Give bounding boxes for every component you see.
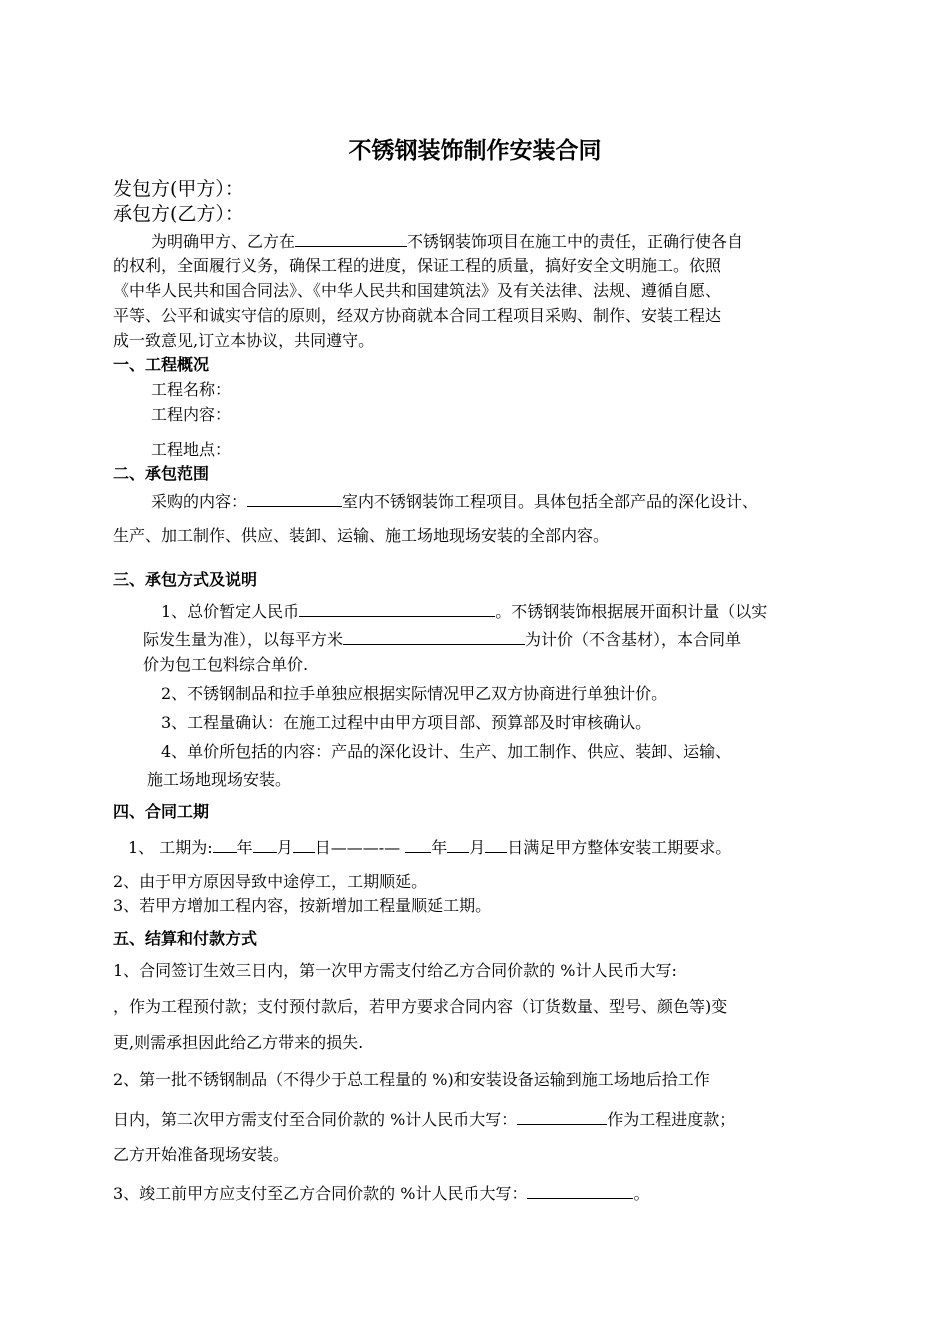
method-item-4-line-2: 施工场地现场安装。 [147, 770, 292, 789]
scope-line-1: 采购的内容： 室内不锈钢装饰工程项目。具体包括全部产品的深化设计、 [151, 489, 758, 512]
start-day-blank [293, 835, 315, 853]
intro-line-4: 平等、公平和诚实守信的原则，经双方协商就本合同工程项目采购、制作、安装工程达 [113, 306, 722, 325]
intro-line-5: 成一致意见,订立本协议，共同遵守。 [113, 331, 375, 350]
period-item-3: 3、若甲方增加工程内容，按新增加工程量顺延工期。 [113, 896, 492, 915]
project-location-label: 工程地点： [151, 440, 232, 459]
payment-1-line-1: 1、合同签订生效三日内，第一次甲方需支付给乙方合同价款的 %计人民币大写: [113, 961, 677, 980]
payment-2-line-3: 乙方开始准备现场安装。 [113, 1145, 290, 1164]
intro-line-2: 的权利，全面履行义务，确保工程的进度，保证工程的质量，搞好安全文明施工。依照 [113, 256, 722, 275]
period-item-2: 2、由于甲方原因导致中途停工，工期顺延。 [113, 872, 428, 891]
method-item-1-line-1: 1、总价暂定人民币 。不锈钢装饰根据展开面积计量（以实 [161, 599, 767, 622]
payment-1-line-3: 更,则需承担因此给乙方带来的损失. [113, 1033, 364, 1052]
payment-1-line-2: ，作为工程预付款；支付预付款后，若甲方要求合同内容（订货数量、型号、颜色等)变 [113, 997, 728, 1016]
intro-line-1: 为明确甲方、乙方在 不锈钢装饰项目在施工中的责任，正确行使各自 [151, 229, 743, 252]
final-payment-blank [527, 1181, 633, 1199]
progress-payment-blank [517, 1107, 607, 1125]
total-price-blank [299, 599, 495, 617]
payment-3-line-1: 3、竣工前甲方应支付至乙方合同价款的 %计人民币大写： 。 [113, 1181, 650, 1204]
project-name-label: 工程名称： [151, 380, 232, 399]
method-item-3: 3、工程量确认：在施工过程中由甲方项目部、预算部及时审核确认。 [161, 713, 652, 732]
scope-line-2: 生产、加工制作、供应、装卸、运输、施工场地现场安装的全部内容。 [113, 526, 610, 545]
project-content-label: 工程内容： [151, 405, 232, 424]
end-month-blank [447, 835, 469, 853]
scope-blank [247, 489, 342, 507]
payment-2-line-2: 日内，第二次甲方需支付至合同价款的 %计人民币大写： 作为工程进度款； [113, 1107, 735, 1130]
period-item-1: 1、 工期为: 年 月 日———-— 年 月 日满足甲方整体安装工期要求。 [128, 835, 731, 858]
project-blank [295, 229, 407, 247]
section-2-heading: 二、承包范围 [113, 464, 210, 483]
end-year-blank [405, 835, 431, 853]
party-a-label: 发包方(甲方）： [113, 178, 244, 200]
unit-price-blank [343, 627, 525, 645]
end-day-blank [485, 835, 507, 853]
section-1-heading: 一、工程概况 [113, 355, 210, 374]
start-month-blank [253, 835, 277, 853]
method-item-1-line-3: 价为包工包料综合单价. [143, 655, 309, 674]
party-b-label: 承包方(乙方）： [113, 203, 244, 225]
intro-line-3: 《中华人民共和国合同法》、《中华人民共和国建筑法》及有关法律、法规、遵循自愿、 [113, 281, 722, 300]
method-item-4-line-1: 4、单价所包括的内容：产品的深化设计、生产、加工制作、供应、装卸、运输、 [161, 742, 732, 761]
start-year-blank [213, 835, 237, 853]
section-4-heading: 四、合同工期 [113, 802, 210, 821]
method-item-2: 2、不锈钢制品和拉手单独应根据实际情况甲乙双方协商进行单独计价。 [161, 684, 668, 703]
method-item-1-line-2: 际发生量为准），以每平方米 为计价（不含基材），本合同单 [143, 627, 741, 650]
section-5-heading: 五、结算和付款方式 [113, 929, 258, 948]
payment-2-line-1: 2、第一批不锈钢制品（不得少于总工程量的 %)和安装设备运输到施工场地后拾工作 [113, 1070, 710, 1089]
document-title: 不锈钢装饰制作安装合同 [348, 138, 602, 164]
section-3-heading: 三、承包方式及说明 [113, 570, 258, 589]
